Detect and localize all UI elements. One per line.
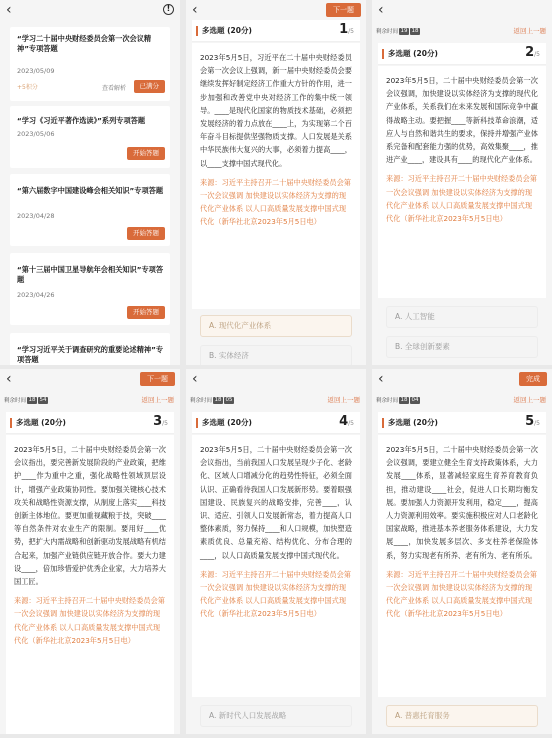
- start-quiz-button[interactable]: 开始答题: [127, 147, 165, 160]
- previous-question-link[interactable]: 返回上一题: [513, 396, 546, 404]
- top-bar: [372, 369, 552, 389]
- quiz-card-date: 2023/05/06: [17, 130, 55, 138]
- option-a[interactable]: A. 普惠托育服务: [386, 705, 538, 727]
- top-bar: [186, 0, 366, 20]
- question-text: 2023年5月5日，二十届中央财经委员会第一次会议指出，要完善新发展阶段的产业政策，把维护____作为重中之重，强化战略性领域顶层设计，增强产业政策协同性。要加强关键核心技术攻关和战略性资源支撑，从制度上落实____科技创新主体地位。要更加重视藏粮于技，突破____等自然条件对农业生产的限制。要用好____优势，把扩大内需战略和创新驱动发展战略有机结合起来，加强产业链供应链开放合作。要大力建设____，倍加珍惜爱护优秀企业家，大力培养大国工匠。: [14, 445, 166, 587]
- question-source: 来源：习近平主持召开二十届中央财经委员会第一次会议强调 加快建设以实体经济为支撑的现代化产业体系 以人口高质量发展支撑中国式现代化（新华社北京2023年5月5日电）: [14, 596, 165, 645]
- question-body: [192, 43, 360, 309]
- top-bar: [0, 0, 180, 20]
- view-analysis-link[interactable]: 查看解析: [101, 85, 126, 92]
- question-body: [6, 435, 174, 734]
- top-bar: [186, 369, 366, 389]
- question-text: 2023年5月5日，二十届中央财经委员会第一次会议指出，当前我国人口发展呈现少子化、老龄化、区域人口增减分化的趋势性特征，必须全面认识、正确看待我国人口发展新形势。要着眼强国建设、民族复兴的战略安排，完善____，认识、适应、引领人口发展新常态，着力提高人口整体素质，努力保持____和人口规模，加快塑造素质优良、总量充裕、结构优化、分布合理的____，以人口高质量发展支撑中国式现代化。: [200, 445, 352, 560]
- back-arrow-icon[interactable]: ‹: [192, 371, 198, 387]
- question-source: 来源：习近平主持召开二十届中央财经委员会第一次会议强调 加快建设以实体经济为支撑的现代化产业体系 以人口高质量发展支撑中国式现代化（新华社北京2023年5月5日电）: [200, 177, 351, 227]
- question-header: [192, 412, 360, 434]
- question-source: 来源：习近平主持召开二十届中央财经委员会第一次会议强调 加快建设以实体经济为支撑的现代化产业体系 以人口高质量发展支撑中国式现代化（新华社北京2023年5月5日电）: [200, 569, 351, 619]
- option-b[interactable]: B. 全球创新要素: [386, 336, 538, 358]
- quiz-card-title: “第六届数字中国建设峰会相关知识”专项答题: [17, 186, 164, 195]
- next-question-button[interactable]: 下一题: [140, 372, 175, 386]
- question-number: 4/5: [339, 414, 354, 429]
- quiz-card-title: “学习二十届中央财经委员会第一次会议精神”专项答题: [17, 34, 152, 53]
- quiz-list-screen: [0, 0, 180, 365]
- quiz-card-title: “学习《习近平著作选读》”系列专项答题: [17, 116, 146, 125]
- question-body: [378, 66, 546, 298]
- previous-question-link[interactable]: 返回上一题: [327, 396, 360, 404]
- quiz-card-title: “学习习近平关于调查研究的重要论述精神”专项答题: [17, 345, 164, 364]
- start-quiz-button[interactable]: 开始答题: [127, 306, 165, 319]
- question-screen: [186, 369, 366, 734]
- question-screen: [372, 369, 552, 734]
- question-source: 来源：习近平主持召开二十届中央财经委员会第一次会议强调 加快建设以实体经济为支撑的现代化产业体系 以人口高质量发展支撑中国式现代化（新华社北京2023年5月5日电）: [386, 569, 537, 619]
- quiz-card[interactable]: [10, 253, 170, 325]
- next-question-button[interactable]: 下一题: [326, 3, 361, 17]
- option-a[interactable]: A. 人工智能: [386, 306, 538, 328]
- quiz-card[interactable]: [10, 333, 170, 365]
- question-screen: [372, 0, 552, 365]
- question-text: 2023年5月5日，二十届中央财经委员会第一次会议强调，要建立健全生育支持政策体系，大力发展____体系，显著减轻家庭生育养育教育负担，推动建设____社会，促进人口长期均衡发展。要加强人力资源开发利用，稳定____，提高人力资源利用效率。要实施积极应对人口老龄化国家战略，推进基本养老服务体系建设，大力发展____，加快发展多层次、多支柱养老保险体系，努力实现老有所养、老有所为、老有所乐。: [386, 445, 538, 560]
- finish-button[interactable]: 完成: [519, 372, 547, 386]
- countdown-timer: 剩余时间 19 18: [376, 27, 419, 35]
- question-number: 2/5: [525, 45, 540, 60]
- question-source: 来源：习近平主持召开二十届中央财经委员会第一次会议强调 加快建设以实体经济为支撑的现代化产业体系 以人口高质量发展支撑中国式现代化（新华社北京2023年5月5日电）: [386, 174, 537, 224]
- top-bar: [0, 369, 180, 389]
- question-header: [378, 43, 546, 65]
- question-header: [192, 20, 360, 42]
- question-text: 2023年5月5日，习近平在二十届中央财经委员会第一次会议上强调，新一届中央财经委员会要继续发挥好制定经济工作重大方针的作用，进一步加强和改善党中央对经济工作的集中统一领导。____是现代化国家的物质技术基础，必须把发展经济的着力点放在____上，为实现第二个百年奋斗目标提供坚强物质支撑。人口发展是关系中华民族伟大复兴的大事，必须着力提高____，以____支撑中国式现代化。: [200, 53, 352, 168]
- question-text: 2023年5月5日，二十届中央财经委员会第一次会议强调，加快建设以实体经济为支撑的现代化产业体系，关系我们在未来发展和国际竞争中赢得战略主动。要把握____等新科技革命浪潮，适应人与自然和谐共生的要求，保持并增强产业体系完备和配套能力强的优势，高效集聚____，推进产业____，建设具有____的现代化产业体系。: [386, 76, 538, 165]
- question-screen: [186, 0, 366, 365]
- quiz-card[interactable]: [10, 106, 170, 168]
- countdown-timer: 剩余时间 18 54: [4, 396, 47, 404]
- accent-bar: [196, 418, 198, 428]
- countdown-timer: 剩余时间 18 04: [376, 396, 419, 404]
- question-type: 多选题 (20分): [388, 418, 438, 427]
- full-score-button[interactable]: 已满分: [134, 80, 166, 93]
- accent-bar: [382, 49, 384, 59]
- option-a[interactable]: A. 新时代人口发展战略: [200, 705, 352, 727]
- back-arrow-icon[interactable]: ‹: [378, 2, 384, 18]
- back-arrow-icon[interactable]: ‹: [378, 371, 384, 387]
- question-header: [378, 412, 546, 434]
- previous-question-link[interactable]: 返回上一题: [141, 396, 174, 404]
- start-quiz-button[interactable]: 开始答题: [127, 227, 165, 240]
- question-number: 5/5: [525, 414, 540, 429]
- quiz-card-date: 2023/05/09: [17, 67, 55, 75]
- question-header: [6, 412, 174, 434]
- previous-question-link[interactable]: 返回上一题: [513, 27, 546, 35]
- back-arrow-icon[interactable]: ‹: [6, 371, 12, 387]
- option-a[interactable]: A. 现代化产业体系: [200, 315, 352, 337]
- back-arrow-icon[interactable]: ‹: [192, 2, 198, 18]
- quiz-card[interactable]: [10, 174, 170, 246]
- accent-bar: [382, 418, 384, 428]
- option-b[interactable]: B. 实体经济: [200, 345, 352, 365]
- question-type: 多选题 (20分): [202, 26, 252, 35]
- countdown-timer: 剩余时间 18 05: [190, 396, 233, 404]
- accent-bar: [196, 26, 198, 36]
- back-arrow-icon[interactable]: ‹: [6, 2, 12, 18]
- question-number: 3/5: [153, 414, 168, 429]
- question-body: [378, 435, 546, 697]
- question-type: 多选题 (20分): [388, 49, 438, 58]
- accent-bar: [10, 418, 12, 428]
- top-bar: [372, 0, 552, 20]
- quiz-card-date: 2023/04/26: [17, 291, 55, 299]
- score-earned: +5积分: [17, 84, 38, 91]
- quiz-card-date: 2023/04/28: [17, 212, 55, 220]
- quiz-card[interactable]: [10, 27, 170, 101]
- question-body: [192, 435, 360, 697]
- question-type: 多选题 (20分): [16, 418, 66, 427]
- question-screen: [0, 369, 180, 734]
- quiz-card-title: “第十三届中国卫星导航年会相关知识”专项答题: [17, 265, 164, 284]
- question-number: 1/5: [339, 22, 354, 37]
- question-type: 多选题 (20分): [202, 418, 252, 427]
- info-icon[interactable]: !: [163, 4, 174, 15]
